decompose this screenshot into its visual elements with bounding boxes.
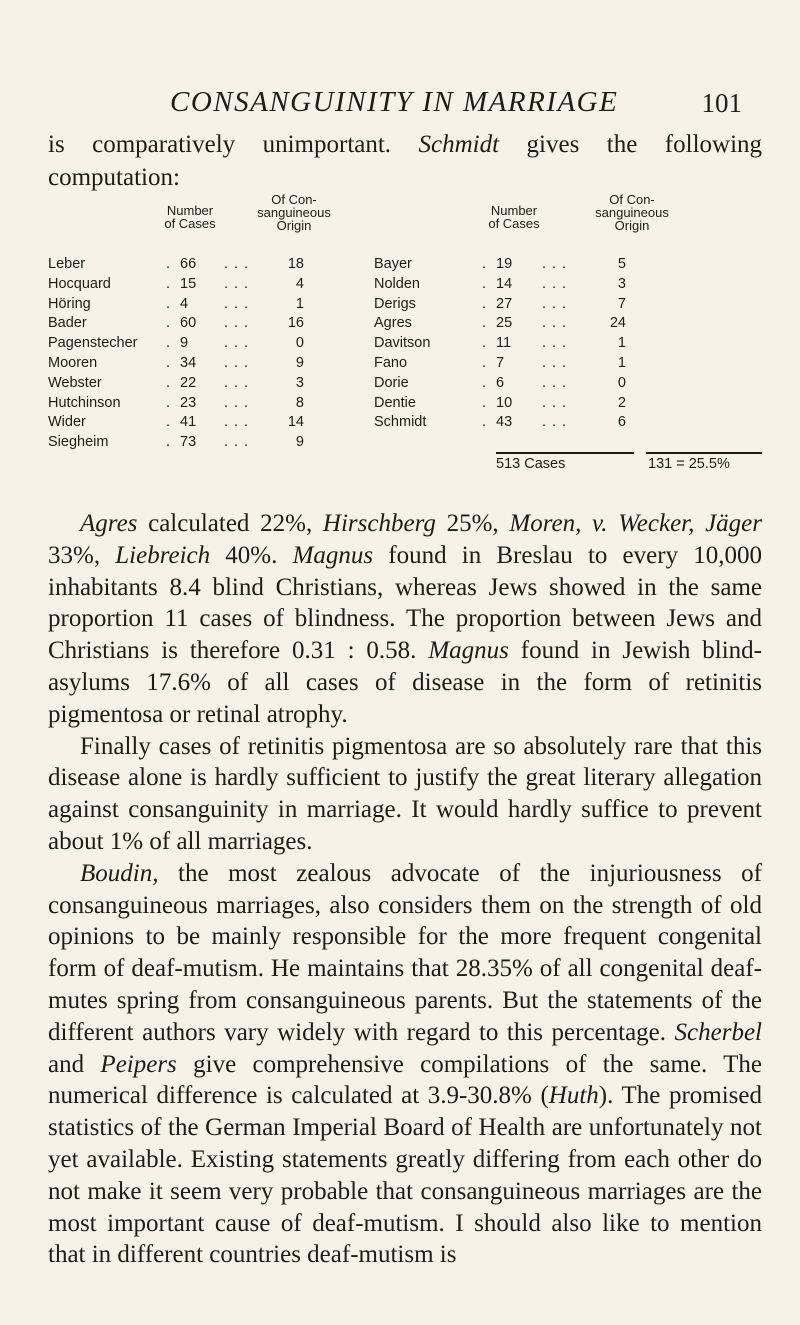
header-line: Number bbox=[166, 203, 214, 218]
page-number: 101 bbox=[701, 88, 742, 118]
text-run: found in Jewish blind-asylums 17.6% of all cases of disease in the form of retinitis pigmentosa or retinal atrophy. bbox=[48, 637, 762, 728]
text-run: calculated 22%, bbox=[137, 510, 323, 537]
row-consanguineous: 0 bbox=[295, 335, 304, 352]
leader-dots: ... bbox=[542, 394, 573, 411]
row-consanguineous: 5 bbox=[617, 256, 626, 272]
leader-dots: ... bbox=[542, 355, 573, 371]
row-name: Hocquard bbox=[48, 275, 111, 292]
row-cases: 23 bbox=[180, 394, 197, 411]
leader-dots: ... bbox=[224, 256, 255, 272]
table-total-result: 131 = 25.5% bbox=[648, 456, 730, 472]
row-name: Bayer bbox=[374, 256, 412, 272]
header-line: Origin bbox=[614, 218, 650, 233]
row-consanguineous: 8 bbox=[295, 394, 304, 411]
row-cases: 11 bbox=[496, 335, 512, 352]
row-cases: 7 bbox=[496, 355, 505, 371]
row-consanguineous: 1 bbox=[617, 355, 626, 371]
header-number-right bbox=[480, 204, 548, 230]
leader-dots: . bbox=[482, 394, 493, 411]
leader-dots: ... bbox=[542, 414, 573, 431]
row-name: Schmidt bbox=[374, 414, 427, 431]
row-cases: 27 bbox=[496, 295, 513, 312]
italic-text: Huth bbox=[548, 1082, 599, 1110]
row-name: Davitson bbox=[374, 335, 431, 352]
table-row bbox=[48, 395, 762, 413]
intro-text-end: gives the following computation: bbox=[48, 131, 763, 191]
leader-dots: . bbox=[166, 394, 177, 411]
row-name: Pagenstecher bbox=[48, 335, 138, 352]
row-cases: 66 bbox=[180, 256, 197, 272]
row-name: Leber bbox=[48, 256, 86, 272]
table-row bbox=[48, 315, 762, 333]
leader-dots: . bbox=[166, 414, 177, 431]
row-name: Fano bbox=[374, 355, 408, 371]
leader-dots: . bbox=[166, 275, 177, 292]
row-cases: 6 bbox=[496, 374, 505, 391]
row-name: Dentie bbox=[374, 394, 416, 411]
leader-dots: ... bbox=[224, 295, 255, 312]
table-row bbox=[48, 414, 762, 432]
leader-dots: . bbox=[482, 414, 493, 431]
leader-dots: . bbox=[482, 275, 493, 292]
leader-dots: ... bbox=[224, 434, 255, 451]
row-consanguineous: 3 bbox=[295, 374, 304, 391]
intro-paragraph bbox=[48, 128, 762, 194]
row-cases: 41 bbox=[180, 414, 197, 431]
header-line: of Cases bbox=[488, 216, 540, 231]
row-name: Derigs bbox=[374, 295, 416, 312]
leader-dots: ... bbox=[542, 256, 573, 272]
intro-text: is comparatively unimportant. bbox=[48, 131, 392, 158]
row-cases: 25 bbox=[496, 315, 513, 332]
text-run: 33%, bbox=[48, 541, 116, 569]
leader-dots: . bbox=[166, 335, 177, 352]
leader-dots: ... bbox=[542, 275, 573, 292]
text-run: 25%, bbox=[435, 510, 510, 537]
table-row bbox=[48, 375, 762, 393]
sum-rule bbox=[496, 452, 634, 454]
leader-dots: . bbox=[166, 434, 177, 451]
italic-text: Scherbel bbox=[674, 1018, 762, 1046]
header-consang-left bbox=[248, 193, 340, 232]
leader-dots: . bbox=[482, 256, 493, 272]
row-consanguineous: 16 bbox=[287, 315, 304, 332]
row-name: Webster bbox=[48, 374, 102, 391]
leader-dots: . bbox=[482, 295, 493, 312]
row-consanguineous: 6 bbox=[617, 414, 626, 431]
text-run: Finally cases of retinitis pigmentosa are so absolutely rare that this disease alone is hardly sufficient to justify the great literary allegation against consanguinity in marriage. It would hardly suffice to prevent about 1% of all marriages. bbox=[48, 732, 762, 855]
italic-text: Moren, v. Wecker, Jäger bbox=[509, 510, 762, 537]
row-cases: 43 bbox=[496, 414, 513, 431]
leader-dots: ... bbox=[224, 315, 255, 332]
row-cases: 34 bbox=[180, 355, 197, 371]
paragraph bbox=[48, 858, 762, 1271]
row-cases: 10 bbox=[496, 394, 513, 411]
row-name: Agres bbox=[374, 315, 412, 332]
row-name: Hutchinson bbox=[48, 394, 121, 411]
row-consanguineous: 14 bbox=[287, 414, 304, 431]
row-cases: 4 bbox=[180, 295, 189, 312]
row-consanguineous: 18 bbox=[287, 256, 304, 272]
leader-dots: ... bbox=[224, 374, 255, 391]
italic-text: Liebreich bbox=[115, 541, 211, 569]
leader-dots: . bbox=[166, 256, 177, 272]
leader-dots: ... bbox=[542, 295, 573, 312]
header-line: Number bbox=[490, 203, 538, 218]
row-cases: 60 bbox=[180, 315, 197, 332]
row-cases: 22 bbox=[180, 374, 197, 391]
paragraph bbox=[48, 731, 762, 858]
row-consanguineous: 7 bbox=[617, 295, 626, 312]
leader-dots: ... bbox=[542, 374, 573, 391]
row-name: Mooren bbox=[48, 355, 98, 371]
row-consanguineous: 2 bbox=[617, 394, 626, 411]
intro-author: Schmidt bbox=[418, 131, 500, 158]
leader-dots: . bbox=[166, 355, 177, 371]
row-name: Wider bbox=[48, 414, 86, 431]
leader-dots: ... bbox=[224, 275, 255, 292]
leader-dots: ... bbox=[542, 315, 573, 332]
sum-rule-right bbox=[646, 452, 762, 454]
row-cases: 19 bbox=[496, 256, 513, 272]
row-consanguineous: 1 bbox=[295, 295, 304, 312]
table-row bbox=[48, 335, 762, 353]
table-row bbox=[48, 256, 762, 274]
text-run: give comprehensive compilations of the same. The numerical difference is calculated at 3.9-30.8% ( bbox=[48, 1050, 762, 1110]
table-total: 513 Cases bbox=[496, 456, 566, 472]
running-head: CONSANGUINITY IN MARRIAGE bbox=[170, 86, 619, 118]
italic-text: Agres bbox=[80, 510, 138, 537]
row-consanguineous: 4 bbox=[295, 275, 304, 292]
leader-dots: . bbox=[482, 355, 493, 371]
header-line: Origin bbox=[276, 218, 312, 233]
header-line: of Cases bbox=[164, 216, 216, 231]
italic-text: Magnus bbox=[292, 541, 374, 569]
leader-dots: ... bbox=[224, 414, 255, 431]
text-run: ). The promised statistics of the German Imperial Board of Health are unfortunately not yet available. Existing statements greatly differing from each other do not make it seem very probable that consanguineous marriages are the most important cause of deaf-mutism. I should also like to mention that in different countries deaf-mutism is bbox=[48, 1082, 762, 1269]
text-run: the most zealous advocate of the injuriousness of consanguineous marriages, also considers them on the strength of old opinions to be mainly responsible for the more frequent congenital form of deaf-mutism. He maintains that 28.35% of all congenital deaf-mutes spring from consanguineous parents. But the statements of the different authors vary widely with regard to this percentage. bbox=[48, 859, 762, 1046]
header-line: Of Con- bbox=[271, 192, 317, 207]
paragraph bbox=[48, 508, 762, 731]
row-name: Dorie bbox=[374, 374, 409, 391]
table-row bbox=[48, 296, 762, 314]
leader-dots: ... bbox=[542, 335, 573, 352]
text-run: 40%. bbox=[210, 541, 293, 569]
leader-dots: ... bbox=[224, 335, 255, 352]
row-name: Nolden bbox=[374, 275, 420, 292]
row-consanguineous: 9 bbox=[295, 434, 304, 451]
row-cases: 9 bbox=[180, 335, 189, 352]
leader-dots: . bbox=[482, 315, 493, 332]
leader-dots: . bbox=[166, 374, 177, 391]
header-line: Of Con- bbox=[609, 192, 655, 207]
header-consang-right bbox=[586, 193, 678, 232]
header-number-left bbox=[156, 204, 224, 230]
row-cases: 14 bbox=[496, 275, 513, 292]
leader-dots: ... bbox=[224, 394, 255, 411]
row-cases: 15 bbox=[180, 275, 197, 292]
italic-text: Peipers bbox=[100, 1050, 177, 1078]
row-name: Siegheim bbox=[48, 434, 109, 451]
text-run: found in Breslau to every 10,000 inhabitants 8.4 blind Christians, whereas Jews showed in the same proportion 11 cases of blindness. The proportion between Jews and Christians is therefore 0.31 : 0.58. bbox=[48, 541, 762, 665]
row-consanguineous: 9 bbox=[295, 355, 304, 371]
text-run: and bbox=[48, 1050, 101, 1078]
row-name: Höring bbox=[48, 295, 91, 312]
table-row bbox=[48, 434, 348, 452]
row-consanguineous: 3 bbox=[617, 275, 626, 292]
body-text bbox=[48, 508, 762, 1271]
header-line: sanguineous bbox=[257, 205, 331, 220]
leader-dots: . bbox=[482, 335, 493, 352]
table-row bbox=[48, 276, 762, 294]
statistics-table bbox=[48, 192, 762, 492]
italic-text: Magnus bbox=[428, 637, 509, 665]
row-consanguineous: 24 bbox=[609, 315, 626, 332]
row-consanguineous: 0 bbox=[617, 374, 626, 391]
row-consanguineous: 1 bbox=[617, 335, 626, 352]
leader-dots: . bbox=[166, 315, 177, 332]
row-name: Bader bbox=[48, 315, 87, 332]
table-row bbox=[48, 355, 762, 373]
header-line: sanguineous bbox=[595, 205, 669, 220]
italic-text: Boudin, bbox=[80, 859, 159, 887]
italic-text: Hirschberg bbox=[322, 510, 436, 537]
row-cases: 73 bbox=[180, 434, 197, 451]
leader-dots: . bbox=[166, 295, 177, 312]
leader-dots: . bbox=[482, 374, 493, 391]
leader-dots: ... bbox=[224, 355, 255, 371]
